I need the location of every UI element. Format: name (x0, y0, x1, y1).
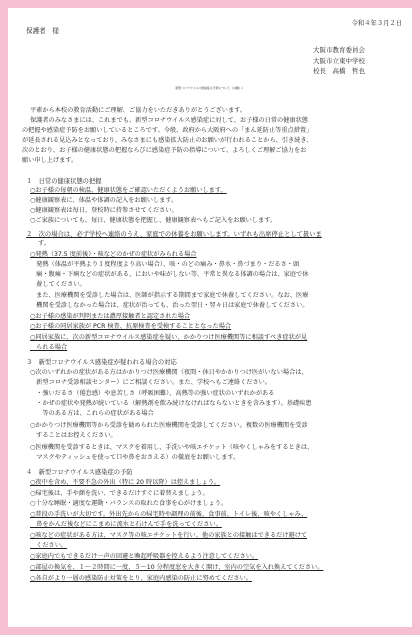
intro-line: が延長される見込みとなっており、みなさまにも感染拡大防止のお願いが行われることから、引き続き、 (22, 137, 313, 144)
section-heading: ２ 次の場合は、必ず学校へ連絡のうえ、家庭での休養をお願いします。いずれも出席停止として扱いま (26, 231, 322, 238)
section-line: ○部屋の換気を、１～２時間に一度、５～10 分程度窓を大きく開け、室内の空気を入れ換えてください。 (30, 564, 324, 571)
section-line: ○次のいずれかの症状がある方はかかりつけ医療機関（夜間・休日やかかりつけ医がいない場合は、 (30, 369, 308, 376)
sender-line: 大阪市教育委員会 (313, 46, 365, 54)
section-line: ・かぜの症状や発熱が続いている（解熱剤を飲み続けなければならないときを含みます）。基礎疾患 (30, 400, 312, 407)
section-line: ○咳などの症状がある方は、マスク等の咳エチケットを行い、他の家族との接触はできるだけ避けて (30, 532, 308, 539)
section-line: 機関を受診しなかった場合は、症状が治っても、治った翌日・翌々日は家庭で休養してください。 (30, 302, 309, 309)
sender-line: 校長 高橋 哲也 (313, 67, 365, 75)
section-heading-cont: す。 (38, 240, 50, 247)
section-line: することはお控えください。 (30, 432, 117, 439)
section-line: ○健康観察表は毎日、登校時に持参させてください。 (30, 207, 178, 214)
section-line: ○お子様の同居家族が PCR 検査、抗原検査を受検することとなった場合 (30, 323, 232, 330)
section-line: 新型コロナ受診相談センター）にご相談ください。また、学校へもご連絡ください。 (30, 379, 272, 386)
section-line: ・強いだるさ（倦怠感）や息苦しさ（呼吸困難）、高熱等の強い症状のいずれかがある (30, 390, 275, 397)
section-line: 養してください。 (30, 281, 86, 288)
section-line: 等のある方は、これらの症状がある場合 (30, 410, 154, 417)
document-date: 令和４年３月２日 (351, 20, 402, 27)
section-line: ください。 (30, 542, 68, 549)
section-line: 発熱（体温が平熱より１度程度より高い場合）、咳・のどの痛み・鼻水・鼻づまり・だるさ・頭 (30, 261, 300, 268)
section-heading: １ 日常の健康状態の把握 (26, 178, 102, 185)
section-line: られる場合 (30, 344, 68, 351)
section-line: ○夜中を含め、不要不急の外出（特に 20 時以降）は控えましょう。 (30, 479, 221, 486)
intro-line: 保護者のみなさまには、これまでも、新型コロナウイルス感染症に対して、お子様の日常の健康状態 (30, 117, 308, 124)
section-line: ○発熱（37.5 度前後）・咳などのかぜの症状がみられる場合 (30, 251, 197, 258)
section-line: ○家庭内でもできるだけ一声の回避と喚起呼吸器を控えるよう注意してください。 (30, 553, 259, 560)
section-line: ○健康観察表に、体温や体調の記入をお願いします。 (30, 197, 178, 204)
section-line: ○十分な睡眠・適度な運動・バランスの取れた食事を心がけましょう。 (30, 500, 228, 507)
section-line: ○ご家族についても、毎日、健康状態を把握し、健康観察表へもご記入をお願いします。 (30, 217, 277, 224)
section-line: 鼻をかんだ後などにこまめに流水と石けんで手を洗ってください。 (30, 521, 222, 528)
section-line: 痛・腹痛・下痢などの症状がある、においや味がしない等、平常と異なる体調の場合は、家庭で休 (30, 271, 309, 278)
intro-line: 願い申し上げます。 (22, 157, 78, 164)
sender-line: 大阪市立東中学校 (313, 56, 365, 65)
section-line: ○かかりつけ医療機関等から受診を勧められた医療機関を受診してください。複数の医療機関を受診 (30, 422, 308, 429)
section-line: マスクやティッシュを使って口や鼻をおさえる）の徹底をお願いします。 (30, 454, 240, 461)
section-line: ○同居家族に、次の新型コロナウイルス感染症を疑い、かかりつけ医療機関等に相談すべき症状が見 (30, 334, 308, 341)
document-page (8, 8, 412, 627)
section-line: ○お子様の感染が判明または濃厚接触者と認定された場合 (30, 313, 191, 320)
sender-block (313, 45, 365, 77)
intro-line: の把握や感染症予防をお願いしているところです。今般、政府から大阪府への「まん延防止等重点措置」 (22, 127, 313, 134)
section-line: ○各自がより一層の感染防止対策をとり、家庭内感染の防止に努めてください。 (30, 575, 252, 582)
section-line: ○普段の手洗いが大切です。外出先からの帰宅時や調理の前後、食事前、トイレ後、咳やくしゃみ、 (30, 511, 308, 518)
section-line: また、医療機関を受診した場合は、医師が指示する期間まで家庭で休養してください。なお、医療 (30, 292, 309, 299)
intro-line: 平素から本校の教育活動にご理解、ご協力をいただきありがとうございます。 (30, 107, 247, 114)
section-line: ○お子様の毎朝の検温、健康状態をご確認いただくようお願いします。 (30, 187, 227, 194)
addressee: 保護者 様 (26, 27, 59, 35)
document-title: 新型コロナウイルス感染症の予防について（お願い） (175, 86, 245, 90)
section-line: ○医療機関を受診するときは、マスクを着用し、手洗いや咳エチケット（咳やくしゃみをするときは、 (30, 444, 314, 451)
section-heading: ３ 新型コロナウイルス感染症が疑われる場合の対応 (26, 359, 177, 366)
section-line: ○帰宅後は、手や顔を洗い、できるだけすぐに着替えましょう。 (30, 490, 209, 497)
intro-line: 次のとおり、お子様の健康状態の把握ならびに感染症予防の指導について、よろしくご理解ご協力をお (22, 147, 307, 154)
section-heading: ４ 新型コロナウイルス感染症の予防 (26, 469, 133, 476)
